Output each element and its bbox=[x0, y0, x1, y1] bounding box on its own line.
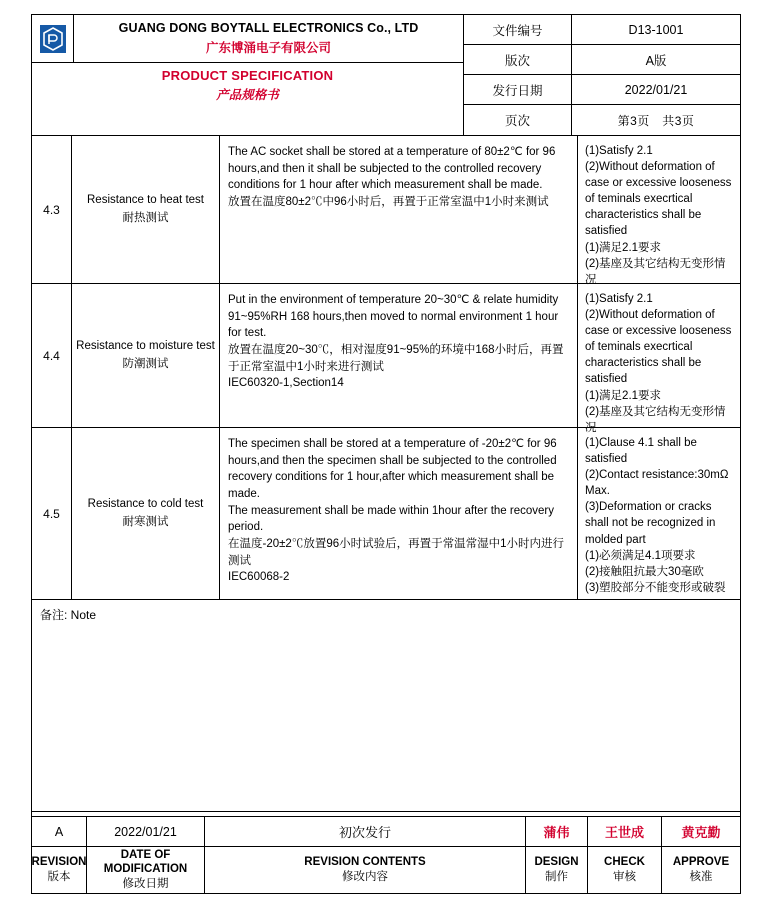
row-requirement bbox=[578, 428, 740, 599]
row-requirement bbox=[578, 136, 740, 286]
company-name-cn: 广东博涌电子有限公司 bbox=[205, 41, 331, 55]
desc-line: 放置在温度80±2℃中96小时后，再置于正常室温中1小时来测试 bbox=[228, 196, 549, 209]
footer-check-label bbox=[588, 847, 662, 893]
header-field-label: 发行日期 bbox=[464, 75, 572, 104]
header-field-label: 版次 bbox=[464, 45, 572, 74]
row-title bbox=[72, 284, 220, 427]
req-line: (3)塑胶部分不能变形或破裂 bbox=[585, 581, 726, 594]
req-line: (1)满足2.1要求 bbox=[585, 241, 662, 254]
footer-contents-label bbox=[205, 847, 526, 893]
header-field-label: 页次 bbox=[464, 105, 572, 135]
header-field-value: 第3页 共3页 bbox=[617, 113, 695, 128]
footer-approve-label bbox=[662, 847, 740, 893]
row-title-en: Resistance to cold test bbox=[87, 497, 204, 510]
header-field-label: 文件编号 bbox=[464, 15, 572, 44]
req-line: (2)基座及其它结构无变形情况 bbox=[585, 257, 726, 286]
label-en: DATE OF MODIFICATION bbox=[103, 848, 188, 876]
footer-date-label bbox=[87, 847, 205, 893]
row-title bbox=[72, 428, 220, 599]
req-line: (1)Satisfy 2.1 bbox=[585, 293, 653, 305]
company-names bbox=[74, 15, 463, 62]
row-title-cn: 耐寒测试 bbox=[122, 515, 169, 528]
header-left-block bbox=[32, 15, 464, 135]
label-en: REVISION CONTENTS bbox=[304, 855, 426, 868]
desc-line: 放置在温度20~30℃，相对湿度91~95%的环境中168小时后，再置于正常室温中1小时来进行测试 bbox=[228, 344, 564, 373]
row-description bbox=[220, 428, 578, 599]
logo-cell bbox=[32, 15, 74, 62]
spec-title-cn: 产品规格书 bbox=[216, 87, 279, 102]
table-row bbox=[32, 428, 740, 600]
document-header bbox=[32, 15, 740, 136]
note-label: 备注: Note bbox=[40, 608, 97, 622]
row-description bbox=[220, 284, 578, 427]
header-field-revision bbox=[464, 45, 740, 75]
row-title-cn: 耐热测试 bbox=[122, 211, 169, 224]
desc-line: IEC60068-2 bbox=[228, 571, 290, 584]
label-cn: 修改日期 bbox=[122, 878, 169, 891]
desc-line: The specimen shall be stored at a temperature of -20±2℃ for 96 hours,and then the specimen shall be subjected to the controlled recovery conditions for 1 hour,after which measurement shall be made. bbox=[228, 438, 557, 501]
header-field-issue-date bbox=[464, 75, 740, 105]
spec-title-row bbox=[32, 63, 463, 107]
req-line: (1)满足2.1要求 bbox=[585, 389, 662, 402]
row-title bbox=[72, 136, 220, 283]
desc-line: 在温度-20±2℃放置96小时试验后，再置于常温常湿中1小时内进行测试 bbox=[228, 538, 565, 567]
boytall-logo-icon bbox=[40, 25, 66, 53]
label-en: DESIGN bbox=[534, 855, 579, 868]
footer-values-row bbox=[32, 817, 740, 847]
header-field-value: 2022/01/21 bbox=[624, 82, 688, 97]
specification-table bbox=[32, 136, 740, 817]
row-number: 4.4 bbox=[32, 284, 72, 427]
label-en: REVISION bbox=[31, 855, 87, 868]
header-field-page bbox=[464, 105, 740, 135]
label-cn: 修改内容 bbox=[342, 871, 388, 884]
req-line: (2)Without deformation of case or excessive looseness of teminals execrtical characteristics shall be satisfied bbox=[585, 161, 732, 238]
label-en: APPROVE bbox=[672, 855, 730, 868]
desc-line: The AC socket shall be stored at a temperature of 80±2℃ for 96 hours,and then it shall be subjected to the controlled recovery conditions for 1 hour after which measurement shall be made. bbox=[228, 146, 556, 192]
label-cn: 核准 bbox=[689, 871, 713, 884]
footer-approve-value: 黄克勤 bbox=[681, 825, 721, 840]
desc-line: IEC60320-1,Section14 bbox=[228, 377, 344, 390]
desc-line: The measurement shall be made within 1hour after the recovery period. bbox=[228, 504, 554, 534]
req-line: (2)Contact resistance:30mΩ Max. bbox=[585, 469, 729, 498]
row-requirement bbox=[578, 284, 740, 434]
label-cn: 版本 bbox=[47, 871, 71, 884]
footer-design-value: 蒲伟 bbox=[526, 817, 588, 846]
row-title-en: Resistance to heat test bbox=[87, 193, 204, 206]
spec-title-en: PRODUCT SPECIFICATION bbox=[161, 67, 334, 83]
req-line: (1)必须满足4.1项要求 bbox=[585, 549, 696, 562]
document-footer bbox=[32, 817, 740, 893]
footer-revision-label bbox=[32, 847, 87, 893]
footer-design-label bbox=[526, 847, 588, 893]
req-line: (1)Satisfy 2.1 bbox=[585, 145, 653, 157]
row-number: 4.5 bbox=[32, 428, 72, 599]
footer-labels-row bbox=[32, 847, 740, 893]
label-cn: 制作 bbox=[545, 871, 568, 884]
req-line: (2)基座及其它结构无变形情况 bbox=[585, 405, 726, 434]
header-right-block bbox=[464, 15, 740, 135]
req-line: (1)Clause 4.1 shall be satisfied bbox=[585, 437, 697, 466]
company-name-en-text: GUANG DONG BOYTALL ELECTRONICS Co., LTD bbox=[118, 21, 419, 35]
document-page bbox=[31, 14, 741, 894]
label-cn: 审核 bbox=[613, 871, 636, 884]
header-field-doc-no bbox=[464, 15, 740, 45]
footer-contents-value: 初次发行 bbox=[205, 817, 526, 846]
row-number: 4.3 bbox=[32, 136, 72, 283]
row-title-en: Resistance to moisture test bbox=[76, 339, 215, 352]
company-name-en bbox=[119, 21, 419, 35]
row-description bbox=[220, 136, 578, 283]
req-line: (3)Deformation or cracks shall not be recognized in molded part bbox=[585, 501, 716, 546]
header-field-value: D13-1001 bbox=[628, 22, 684, 37]
row-title-cn: 防潮测试 bbox=[122, 357, 169, 370]
req-line: (2)Without deformation of case or excessive looseness of teminals execrtical characteristics shall be satisfied bbox=[585, 309, 732, 386]
footer-check-value: 王世成 bbox=[588, 817, 662, 846]
desc-line: Put in the environment of temperature 20~30℃ & relate humidity 91~95%RH 168 hours,then moved to normal environment 1 hour for test. bbox=[228, 294, 559, 340]
table-row bbox=[32, 284, 740, 434]
company-row bbox=[32, 15, 463, 63]
table-row bbox=[32, 136, 740, 284]
note-section bbox=[32, 600, 740, 812]
footer-date-value: 2022/01/21 bbox=[87, 817, 205, 846]
label-en: CHECK bbox=[604, 855, 645, 868]
req-line: (2)接触阻抗最大30毫欧 bbox=[585, 565, 704, 578]
header-field-value: A版 bbox=[645, 53, 667, 68]
footer-revision-value: A bbox=[32, 817, 87, 846]
